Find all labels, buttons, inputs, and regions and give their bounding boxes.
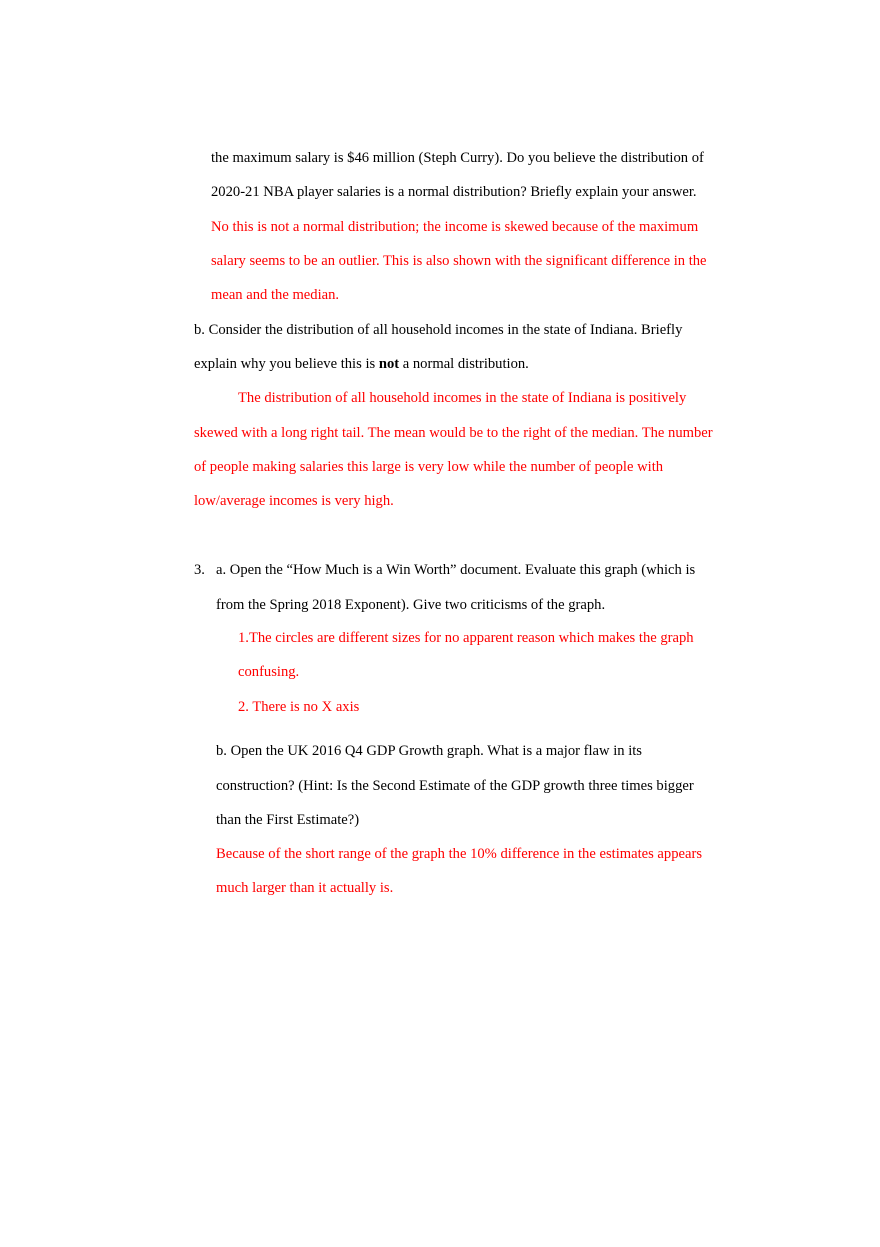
q3a-question-line-2: from the Spring 2018 Exponent). Give two criticisms of the graph.: [216, 597, 606, 613]
q2a-question-line-1: the maximum salary is $46 million (Steph Curry). Do you believe the distribution of: [211, 150, 704, 166]
q2a-answer-line-3: mean and the median.: [211, 287, 340, 303]
q2b-answer-line-3: of people making salaries this large is very low while the number of people with: [194, 459, 664, 475]
q2a-answer-line-2: salary seems to be an outlier. This is also shown with the significant difference in the: [211, 253, 707, 269]
q2b-answer-line-2: skewed with a long right tail. The mean would be to the right of the median. The number: [194, 425, 713, 441]
q2b-question-line-2: [194, 355, 529, 373]
q3a-question-line-1: a. Open the “How Much is a Win Worth” document. Evaluate this graph (which is: [216, 562, 696, 578]
q3-number: 3.: [194, 562, 205, 578]
q2b-text-before-bold: explain why you believe this is: [194, 356, 379, 372]
q2b-bold-word: not: [378, 356, 400, 372]
q3a-answer-line-2: confusing.: [238, 664, 300, 680]
q3b-answer-line-2: much larger than it actually is.: [216, 880, 394, 896]
q3b-question-line-2: construction? (Hint: Is the Second Estimate of the GDP growth three times bigger: [216, 778, 694, 794]
q2a-answer-line-1: No this is not a normal distribution; the income is skewed because of the maximum: [211, 219, 699, 235]
q2b-answer-line-4: low/average incomes is very high.: [194, 493, 394, 509]
q2b-text-after-bold: a normal distribution.: [399, 356, 529, 372]
q3a-answer-line-3: 2. There is no X axis: [238, 699, 360, 715]
q2b-answer-line-1: The distribution of all household incomes in the state of Indiana is positively: [238, 390, 687, 406]
q3b-question-line-3: than the First Estimate?): [216, 812, 360, 828]
q2b-question-line-1: b. Consider the distribution of all household incomes in the state of Indiana. Briefly: [194, 322, 683, 338]
q3b-question-line-1: b. Open the UK 2016 Q4 GDP Growth graph. What is a major flaw in its: [216, 743, 642, 759]
q2a-question-line-2: 2020-21 NBA player salaries is a normal distribution? Briefly explain your answer.: [211, 184, 697, 200]
q3a-answer-line-1: 1.The circles are different sizes for no apparent reason which makes the graph: [238, 630, 694, 646]
q3b-answer-line-1: Because of the short range of the graph the 10% difference in the estimates appears: [216, 846, 702, 862]
